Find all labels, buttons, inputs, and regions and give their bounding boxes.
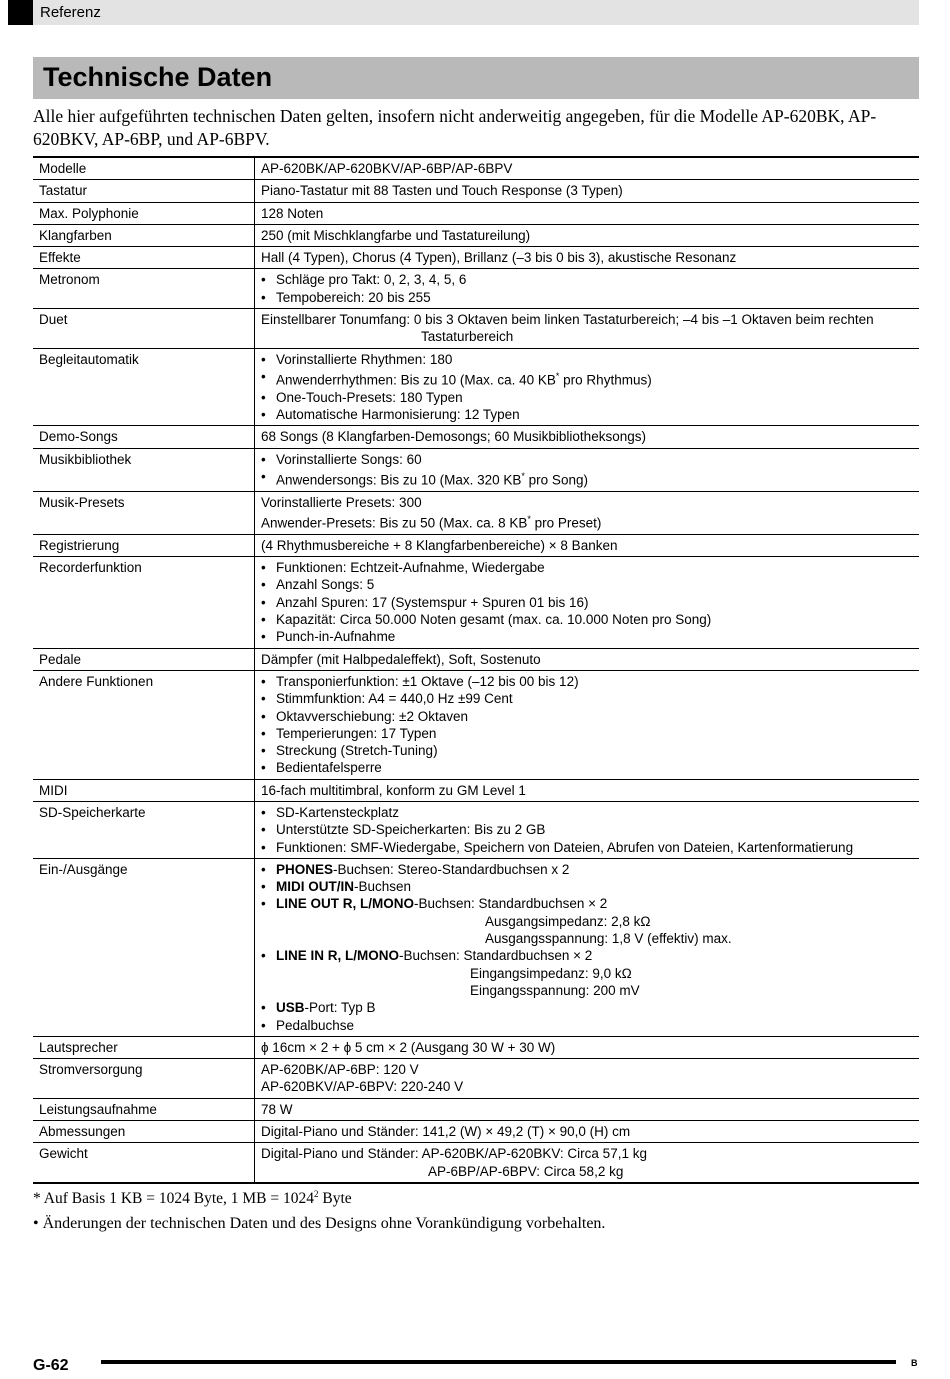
table-row [33,157,919,180]
list-item [261,895,913,947]
list-item: • Kapazität: Circa 50.000 Noten gesamt (max. ca. 10.000 Noten pro Song) [261,611,913,628]
io-sub-line: Eingangsimpedanz: 9,0 kΩ [470,965,632,981]
spec-value [255,1059,920,1099]
spec-key: Begleitautomatik [33,348,255,426]
spec-value [255,557,920,648]
list-item [261,999,913,1016]
list-item: • Bedientafelsperre [261,759,913,776]
io-label: LINE IN R, L/MONO [276,948,399,964]
page-number: G-62 [33,1357,69,1374]
power-line: AP-620BK/AP-6BP: 120 V [261,1062,419,1078]
table-row [33,648,919,670]
io-text: -Buchsen: Stereo-Standardbuchsen x 2 [333,861,570,877]
disclaimer-note: • Änderungen der technischen Daten und des Designs ohne Vorankündigung vorbehalten. [33,1215,606,1232]
table-row [33,202,919,224]
spec-key: Pedale [33,648,255,670]
list-item [261,861,913,878]
footnote-marker: * [527,514,531,525]
spec-value: 68 Songs (8 Klangfarben-Demosongs; 60 Musikbibliotheksongs) [261,429,646,445]
section-label: Referenz [40,4,101,21]
spec-value [255,670,920,779]
spec-value: ϕ 16cm × 2 + ϕ 5 cm × 2 (Ausgang 30 W + 30 W) [261,1039,556,1055]
spec-key: Stromversorgung [33,1059,255,1099]
duet-line: Einstellbarer Tonumfang: 0 bis 3 Oktaven beim linken Tastaturbereich; –4 bis –1 Oktaven beim rechten [261,312,874,328]
io-label: PHONES [276,861,334,877]
spec-value: Hall (4 Typen), Chorus (4 Typen), Brillanz (–3 bis 0 bis 3), akustische Resonanz [261,250,737,266]
item-text: Anwendersongs: Bis zu 10 (Max. 320 KB [276,472,522,488]
item-text: Anwender-Presets: Bis zu 50 (Max. ca. 8 KB [261,515,528,531]
spec-key: MIDI [33,779,255,801]
spec-value: 128 Noten [261,205,324,221]
spec-key: Effekte [33,247,255,269]
spec-key: Klangfarben [33,224,255,246]
table-row [33,779,919,801]
spec-value [255,1143,920,1183]
spec-key: Andere Funktionen [33,670,255,779]
io-text: -Port: Typ B [304,1000,376,1016]
spec-key: Duet [33,309,255,349]
list-item [261,878,913,895]
table-row [33,309,919,349]
list-item: • Punch-in-Aufnahme [261,628,913,645]
footnote [33,1189,352,1208]
item-text: Anwenderrhythmen: Bis zu 10 (Max. ca. 40 KB [276,372,556,388]
list-item: • Streckung (Stretch-Tuning) [261,742,913,759]
list-item: • Oktavverschiebung: ±2 Oktaven [261,708,913,725]
table-row [33,180,919,202]
list-item [261,947,913,999]
table-row [33,448,919,491]
spec-key: Musik-Presets [33,491,255,534]
io-sub-line: Eingangsspannung: 200 mV [470,982,640,998]
list-item: • Automatische Harmonisierung: 12 Typen [261,406,913,423]
list-item: • Temperierungen: 17 Typen [261,725,913,742]
list-item: • Vorinstallierte Rhythmen: 180 [261,351,913,368]
item-text: pro Song) [528,472,588,488]
spec-value [255,269,920,309]
spec-value [255,491,920,534]
spec-value: 250 (mit Mischklangfarbe und Tastatureilung) [261,227,531,243]
spec-value: Piano-Tastatur mit 88 Tasten und Touch Response (3 Typen) [261,183,623,199]
footer-rule [101,1360,896,1364]
table-row [33,557,919,648]
io-label: MIDI OUT/IN [276,879,354,895]
spec-key: SD-Speicherkarte [33,802,255,859]
io-label: USB [276,1000,305,1016]
spec-key: Musikbibliothek [33,448,255,491]
spec-value: 78 W [261,1101,293,1117]
spec-value [255,348,920,426]
spec-key: Tastatur [33,180,255,202]
header-marker [8,0,33,25]
weight-line: Digital-Piano und Ständer: AP-620BK/AP-620BKV: Circa 57,1 kg [261,1146,647,1162]
footnote-exponent: 2 [314,1189,319,1199]
table-row [33,1059,919,1099]
footnote-marker: * [521,470,525,481]
table-row [33,1121,919,1143]
spec-key: Leistungsaufnahme [33,1098,255,1120]
preset-line [261,511,913,532]
list-item: • Stimmfunktion: A4 = 440,0 Hz ±99 Cent [261,690,913,707]
spec-key: Registrierung [33,534,255,556]
corner-mark: B [911,1358,918,1368]
table-row [33,1036,919,1058]
spec-key: Ein-/Ausgänge [33,858,255,1036]
list-item: • Transponierfunktion: ±1 Oktave (–12 bis 00 bis 12) [261,673,913,690]
duet-line: Tastaturbereich [421,329,514,345]
table-row [33,802,919,859]
table-row [33,348,919,426]
preset-line: Vorinstallierte Presets: 300 [261,494,422,510]
power-line: AP-620BKV/AP-6BPV: 220-240 V [261,1079,464,1095]
footnote-text: * Auf Basis 1 KB = 1024 Byte, 1 MB = 1024 [33,1190,314,1208]
page-title: Technische Daten [43,62,273,92]
list-item: • Funktionen: Echtzeit-Aufnahme, Wiedergabe [261,559,913,576]
list-item [261,468,913,489]
io-text: -Buchsen [354,879,412,895]
spec-value [255,448,920,491]
table-row [33,858,919,1036]
spec-key: Max. Polyphonie [33,202,255,224]
footnote-text: Byte [318,1190,352,1208]
section-header [8,0,919,25]
table-row [33,534,919,556]
spec-key: Metronom [33,269,255,309]
list-item: • Funktionen: SMF-Wiedergabe, Speichern von Dateien, Abrufen von Dateien, Kartenformatierung [261,839,913,856]
spec-value [255,802,920,859]
list-item: • SD-Kartensteckplatz [261,804,913,821]
table-row [33,269,919,309]
list-item: • Anzahl Songs: 5 [261,576,913,593]
list-item: • Pedalbuchse [261,1017,913,1034]
spec-value: Digital-Piano und Ständer: 141,2 (W) × 49,2 (T) × 90,0 (H) cm [261,1124,631,1140]
table-row [33,224,919,246]
spec-value: 16-fach multitimbral, konform zu GM Level 1 [261,782,526,798]
list-item: • Schläge pro Takt: 0, 2, 3, 4, 5, 6 [261,271,913,288]
table-row [33,426,919,448]
list-item: • Tempobereich: 20 bis 255 [261,289,913,306]
intro-text: Alle hier aufgeführten technischen Daten gelten, insofern nicht anderweitig angegeben, für die Modelle AP-620BK, AP-620BKV, AP-6BP, und AP-6BPV. [33,106,877,149]
list-item [261,368,913,389]
spec-value: AP-620BK/AP-620BKV/AP-6BP/AP-6BPV [261,161,513,176]
io-sub-line: Ausgangsimpedanz: 2,8 kΩ [485,913,651,929]
io-label: LINE OUT R, L/MONO [276,896,414,912]
spec-value: (4 Rhythmusbereiche + 8 Klangfarbenbereiche) × 8 Banken [261,537,618,553]
item-text: pro Rhythmus) [563,372,652,388]
list-item: • Anzahl Spuren: 17 (Systemspur + Spuren 01 bis 16) [261,594,913,611]
spec-value [255,858,920,1036]
table-row [33,491,919,534]
spec-key: Modelle [33,157,255,180]
spec-key: Abmessungen [33,1121,255,1143]
table-row [33,1098,919,1120]
spec-key: Demo-Songs [33,426,255,448]
table-row [33,247,919,269]
list-item: • Unterstützte SD-Speicherkarten: Bis zu 2 GB [261,821,913,838]
list-item: • One-Touch-Presets: 180 Typen [261,389,913,406]
io-text: -Buchsen: Standardbuchsen × 2 [399,948,593,964]
table-row [33,670,919,779]
spec-key: Gewicht [33,1143,255,1183]
spec-key: Lautsprecher [33,1036,255,1058]
io-sub-line: Ausgangsspannung: 1,8 V (effektiv) max. [485,931,732,947]
title-bar [33,57,919,99]
footnote-marker: * [555,370,560,381]
table-row [33,1143,919,1183]
spec-key: Recorderfunktion [33,557,255,648]
weight-line: AP-6BP/AP-6BPV: Circa 58,2 kg [428,1163,624,1179]
specs-table [33,156,919,1184]
spec-value [255,309,920,349]
io-text: -Buchsen: Standardbuchsen × 2 [414,896,608,912]
spec-value: Dämpfer (mit Halbpedaleffekt), Soft, Sostenuto [261,651,541,667]
item-text: pro Preset) [534,515,602,531]
list-item: • Vorinstallierte Songs: 60 [261,451,913,468]
